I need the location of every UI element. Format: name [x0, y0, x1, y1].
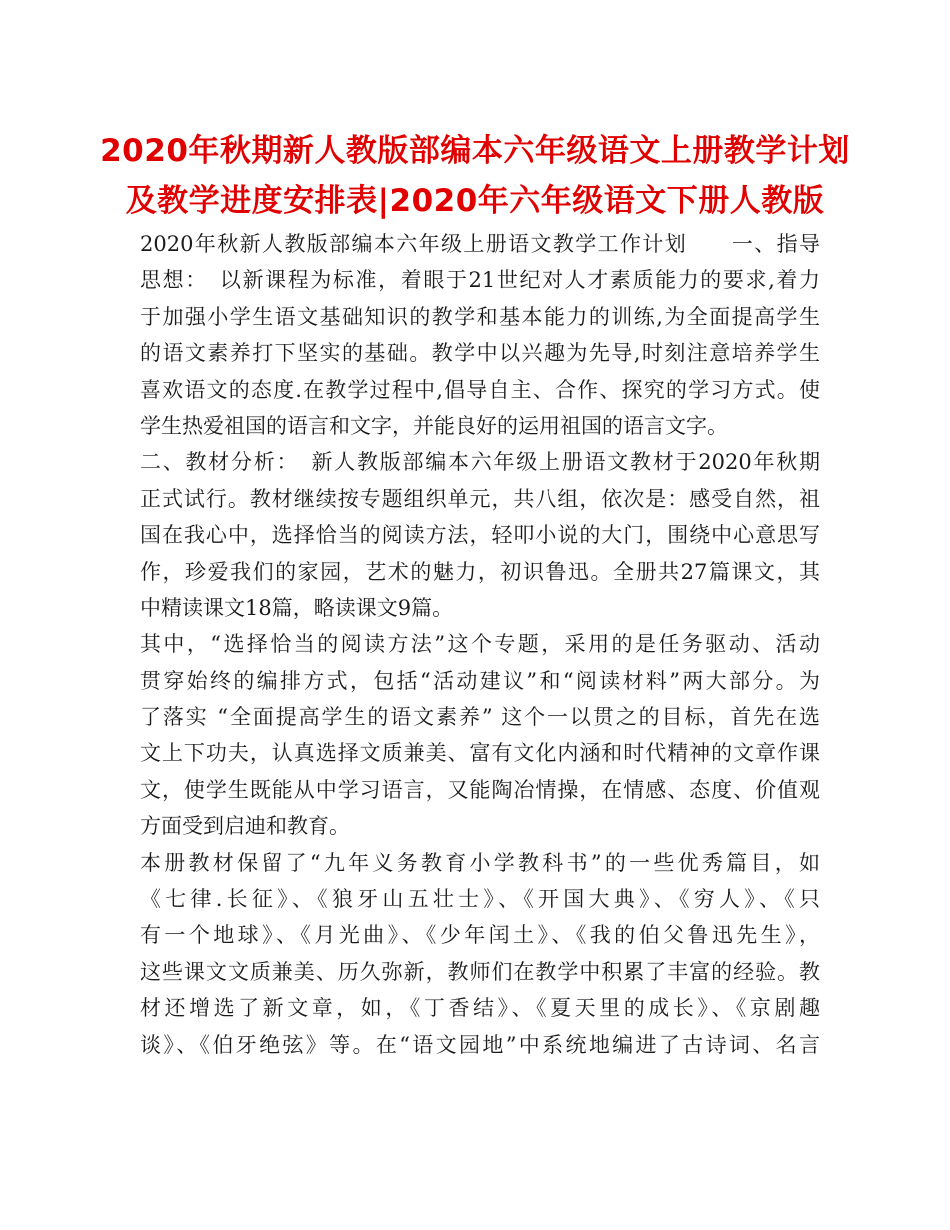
body-line: 学生热爱祖国的语言和文字，并能良好的运用祖国的语言文字。: [140, 413, 728, 438]
body-line: 《七律.长征》、《狼牙山五壮士》、《开国大典》、《穷人》、《只: [140, 887, 820, 912]
body-line: 有一个地球》、《月光曲》、《少年闰土》、《我的伯父鲁迅先生》，: [140, 923, 820, 948]
body-line: 谈》、《伯牙绝弦》等。在“语文园地”中系统地编进了古诗词、名言: [140, 1032, 820, 1057]
body-line: 本册教材保留了“九年义务教育小学教科书”的一些优秀篇目，如: [140, 850, 820, 875]
body-line: 于加强小学生语文基础知识的教学和基本能力的训练,为全面提高学生: [140, 304, 820, 329]
body-line: 这些课文文质兼美、历久弥新，教师们在教学中积累了丰富的经验。教: [140, 959, 820, 984]
body-line: 国在我心中，选择恰当的阅读方法，轻叩小说的大门，围绕中心意思写: [140, 523, 820, 548]
body-line: 2020年秋新人教版部编本六年级上册语文教学工作计划 一、指导: [140, 232, 820, 256]
body-line: 材还增选了新文章，如，《丁香结》、《夏天里的成长》、《京剧趣: [140, 996, 820, 1021]
body-line: 思想： 以新课程为标准，着眼于21世纪对人才素质能力的要求,着力: [140, 268, 820, 293]
body-line: 了落实 “全面提高学生的语文素养” 这个一以贯之的目标，首先在选: [140, 705, 820, 730]
body-line: 文上下功夫，认真选择文质兼美、富有文化内涵和时代精神的文章作课: [140, 741, 820, 766]
body-line: 的语文素养打下坚实的基础。教学中以兴趣为先导,时刻注意培养学生: [140, 341, 820, 366]
document-body: [140, 226, 820, 1063]
body-line: 作，珍爱我们的家园，艺术的魅力，初识鲁迅。全册共27篇课文，其: [140, 559, 820, 584]
title-line-2: 及教学进度安排表|2020年六年级语文下册人教版: [125, 183, 825, 219]
title-line-1: 2020年秋期新人教版部编本六年级语文上册教学计划: [100, 133, 850, 169]
body-line: 正式试行。教材继续按专题组织单元，共八组，依次是：感受自然，祖: [140, 486, 820, 511]
body-line: 文，使学生既能从中学习语言，又能陶冶情操，在情感、态度、价值观: [140, 777, 820, 802]
body-line: 其中，“选择恰当的阅读方法”这个专题，采用的是任务驱动、活动: [140, 632, 820, 657]
body-line: 贯穿始终的编排方式，包括“活动建议”和“阅读材料”两大部分。为: [140, 668, 820, 693]
body-line: 中精读课文18篇，略读课文9篇。: [140, 595, 454, 620]
body-line: 喜欢语文的态度.在教学过程中,倡导自主、合作、探究的学习方式。使: [140, 377, 820, 402]
body-line: 方面受到启迪和教育。: [140, 814, 350, 839]
body-line: 二、教材分析： 新人教版部编本六年级上册语文教材于2020年秋期: [140, 450, 820, 475]
document-title: [60, 126, 890, 226]
